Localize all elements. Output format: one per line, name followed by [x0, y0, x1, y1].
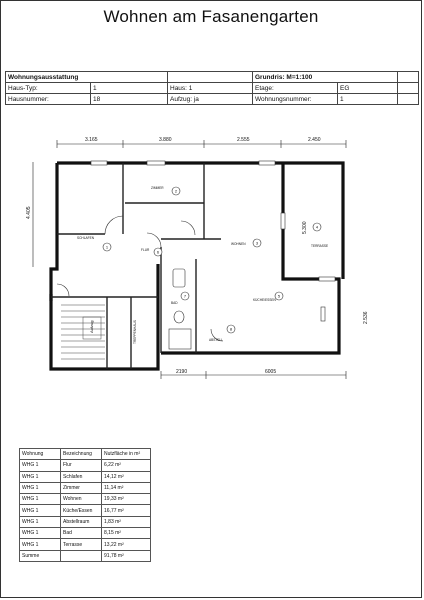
room-label-treppenhaus: TREPPENHAUS: [133, 320, 137, 344]
room-number: 6: [156, 249, 160, 255]
info-etage-value: EG: [338, 83, 398, 94]
area-cell: WHG 1: [20, 482, 61, 493]
info-haus-label: Haus: 1: [168, 83, 253, 94]
room-number: 1: [105, 244, 109, 250]
dim-top-2: 3.880: [159, 137, 172, 143]
area-cell: 6,22 m²: [102, 460, 151, 471]
dim-side-3: 2.536: [363, 311, 369, 324]
room-label-kueche: KÜCHE/ESSEN: [253, 298, 276, 302]
stairs: [61, 305, 105, 359]
dim-top-1: 3.165: [85, 137, 98, 143]
info-haustyp-value: 1: [91, 83, 168, 94]
table-row: [20, 516, 151, 527]
area-cell: WHG 1: [20, 528, 61, 539]
area-cell: 13,22 m²: [102, 539, 151, 550]
info-etage-label: Etage:: [253, 83, 338, 94]
table-row-sum: [20, 550, 151, 561]
area-cell: [61, 550, 102, 561]
info-empty-cell: [398, 83, 419, 94]
apartment-info-table: [5, 71, 419, 105]
dim-top-4: 2.450: [308, 137, 321, 143]
area-cell: Wohnen: [61, 494, 102, 505]
info-empty-cell: [168, 72, 253, 83]
room-number: 8: [229, 326, 233, 332]
info-haustyp-label: Haus-Typ:: [6, 83, 91, 94]
room-label-flur: FLUR: [141, 248, 150, 252]
area-cell: WHG 1: [20, 471, 61, 482]
room-number: 2: [174, 188, 178, 194]
room-label-schlafen: SCHLAFEN: [77, 236, 95, 240]
area-cell: WHG 1: [20, 494, 61, 505]
area-cell: WHG 1: [20, 516, 61, 527]
area-cell: 1,83 m²: [102, 516, 151, 527]
info-wohnungsnummer-value: 1: [338, 94, 398, 105]
document-title: Wohnen am Fasanengarten: [103, 7, 319, 26]
table-row: [20, 494, 151, 505]
area-cell: WHG 1: [20, 539, 61, 550]
info-heading: Wohnungsausstattung: [6, 72, 168, 83]
room-label-zimmer: ZIMMER: [151, 186, 164, 190]
table-row: [20, 539, 151, 550]
info-aufzug-label: Aufzug: ja: [168, 94, 253, 105]
dim-top-3: 2.555: [237, 137, 250, 143]
info-hausnummer-value: 18: [91, 94, 168, 105]
area-cell: 14,12 m²: [102, 471, 151, 482]
table-row: [20, 505, 151, 516]
room-number: 5: [277, 293, 281, 299]
info-empty-cell: [398, 72, 419, 83]
info-empty-cell: [398, 94, 419, 105]
area-sum-value: 91,78 m²: [102, 550, 151, 561]
area-header-wohnung: Wohnung: [20, 449, 61, 460]
table-row: [20, 482, 151, 493]
area-cell: Abstellraum: [61, 516, 102, 527]
room-label-terrasse: TERRASSE: [311, 244, 329, 248]
room-number-markers: [103, 187, 321, 333]
dim-side-1: 4.405: [26, 206, 32, 219]
info-wohnungsnummer-label: Wohnungsnummer:: [253, 94, 338, 105]
area-cell: Flur: [61, 460, 102, 471]
info-hausnummer-label: Hausnummer:: [6, 94, 91, 105]
area-cell: Schlafen: [61, 471, 102, 482]
area-cell: WHG 1: [20, 505, 61, 516]
area-cell: Bad: [61, 528, 102, 539]
room-label-bad: BAD: [171, 301, 178, 305]
area-cell: 19,33 m²: [102, 494, 151, 505]
area-cell: Terrasse: [61, 539, 102, 550]
room-number: 3: [255, 240, 259, 246]
dim-side-2: 5.300: [302, 221, 308, 234]
area-cell: WHG 1: [20, 460, 61, 471]
area-cell: Küche/Essen: [61, 505, 102, 516]
area-cell: Zimmer: [61, 482, 102, 493]
bathroom-fixtures: [169, 269, 191, 349]
area-cell: 8,15 m²: [102, 528, 151, 539]
area-cell: 11,14 m²: [102, 482, 151, 493]
exterior-walls: [51, 163, 343, 369]
dim-bottom-2: 6005: [265, 369, 277, 375]
room-label-abstell: ABSTELL: [209, 338, 223, 342]
door-swings: [57, 216, 223, 341]
table-row: [20, 528, 151, 539]
dim-bottom-1: 2190: [176, 369, 188, 375]
room-number: 7: [183, 293, 187, 299]
table-row: [20, 471, 151, 482]
room-number: 4: [315, 224, 319, 230]
room-label-wohnen: WOHNEN: [231, 242, 246, 246]
info-grundriss: Grundris: M=1:100: [253, 72, 398, 83]
area-header-nutzflaeche: Nutzfläche in m²: [102, 449, 151, 460]
area-cell: 16,77 m²: [102, 505, 151, 516]
area-sum-label: Summe: [20, 550, 61, 561]
area-header-bezeichnung: Bezeichnung: [61, 449, 102, 460]
area-table: [19, 448, 151, 562]
table-row: [20, 460, 151, 471]
room-label-aufzug: Aufzug: [89, 320, 94, 333]
floor-plan: [21, 129, 391, 384]
